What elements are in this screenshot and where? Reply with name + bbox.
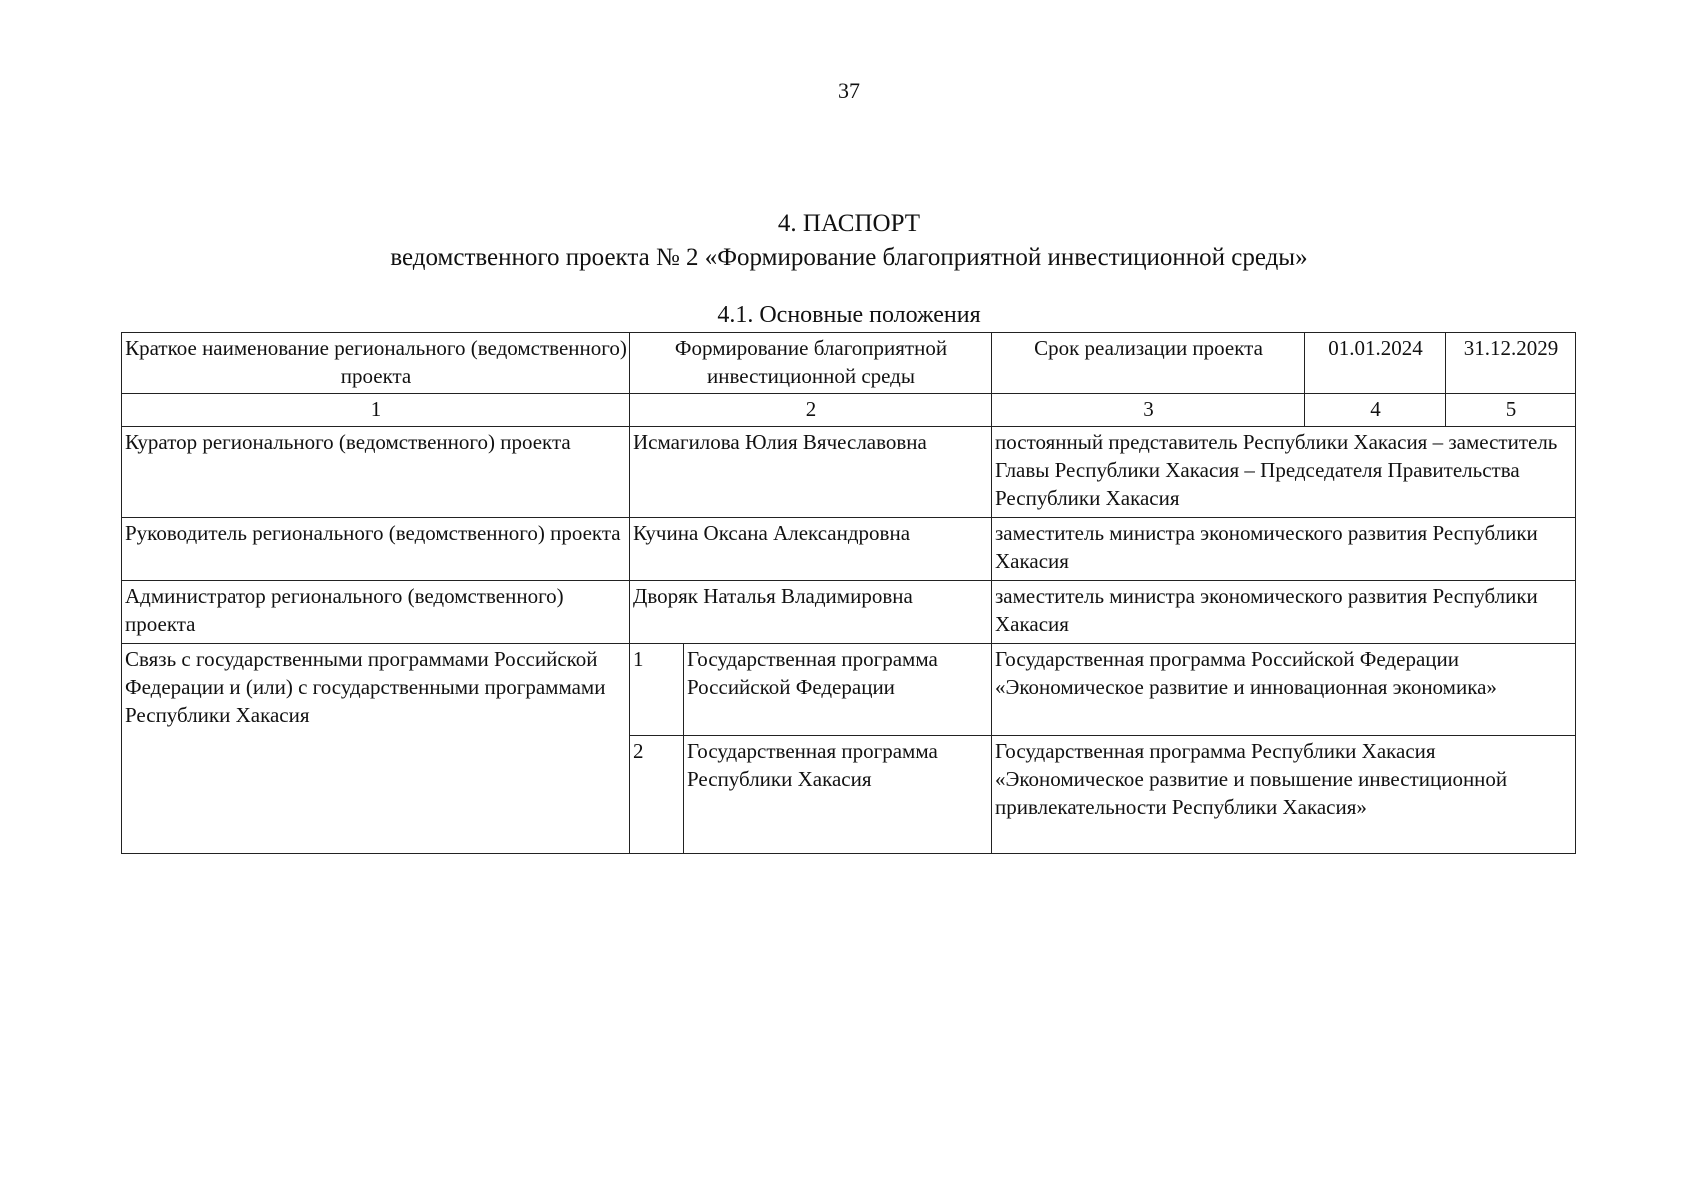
- person-name: Кучина Оксана Александровна: [630, 518, 992, 581]
- short-name-label-cell: Краткое наименование регионального (ведомственного) проекта: [122, 333, 630, 394]
- program-number: 2: [630, 736, 684, 854]
- programs-label: Связь с государственными программами Российской Федерации и (или) с государственными программами Республики Хакасия: [122, 644, 630, 854]
- person-position: постоянный представитель Республики Хакасия – заместитель Главы Республики Хакасия – Председателя Правительства Республики Хакасия: [992, 427, 1576, 518]
- column-numbers-row: [122, 394, 1576, 427]
- column-number: 1: [122, 394, 630, 427]
- administrator-row: [122, 581, 1576, 644]
- person-name: Дворяк Наталья Владимировна: [630, 581, 992, 644]
- head-row: [122, 518, 1576, 581]
- row-label: Руководитель регионального (ведомственного) проекта: [122, 518, 630, 581]
- program-number: 1: [630, 644, 684, 736]
- person-position: заместитель министра экономического развития Республики Хакасия: [992, 581, 1576, 644]
- program-row: [122, 644, 1576, 736]
- short-name-value-cell: Формирование благоприятной инвестиционной среды: [630, 333, 992, 394]
- document-title: [0, 207, 1698, 275]
- program-name: Государственная программа Российской Федерации «Экономическое развитие и инновационная экономика»: [992, 644, 1576, 736]
- program-name: Государственная программа Республики Хакасия «Экономическое развитие и повышение инвестиционной привлекательности Республики Хакасия»: [992, 736, 1576, 854]
- program-type: Государственная программа Российской Федерации: [684, 644, 992, 736]
- row-label: Куратор регионального (ведомственного) проекта: [122, 427, 630, 518]
- column-number: 2: [630, 394, 992, 427]
- start-date-cell: 01.01.2024: [1305, 333, 1446, 394]
- row-label: Администратор регионального (ведомственного) проекта: [122, 581, 630, 644]
- column-number: 3: [992, 394, 1305, 427]
- program-type: Государственная программа Республики Хакасия: [684, 736, 992, 854]
- section-title: 4.1. Основные положения: [717, 302, 981, 328]
- person-position: заместитель министра экономического развития Республики Хакасия: [992, 518, 1576, 581]
- column-number: 4: [1305, 394, 1446, 427]
- column-number: 5: [1446, 394, 1576, 427]
- end-date-cell: 31.12.2029: [1446, 333, 1576, 394]
- term-label-cell: Срок реализации проекта: [992, 333, 1305, 394]
- person-name: Исмагилова Юлия Вячеславовна: [630, 427, 992, 518]
- page-number: 37: [838, 78, 860, 103]
- title-line-1: 4. ПАСПОРТ: [777, 210, 921, 237]
- passport-table: [121, 332, 1576, 854]
- table-header-row: [122, 333, 1576, 394]
- title-line-2: ведомственного проекта № 2 «Формирование благоприятной инвестиционной среды»: [390, 244, 1308, 271]
- curator-row: [122, 427, 1576, 518]
